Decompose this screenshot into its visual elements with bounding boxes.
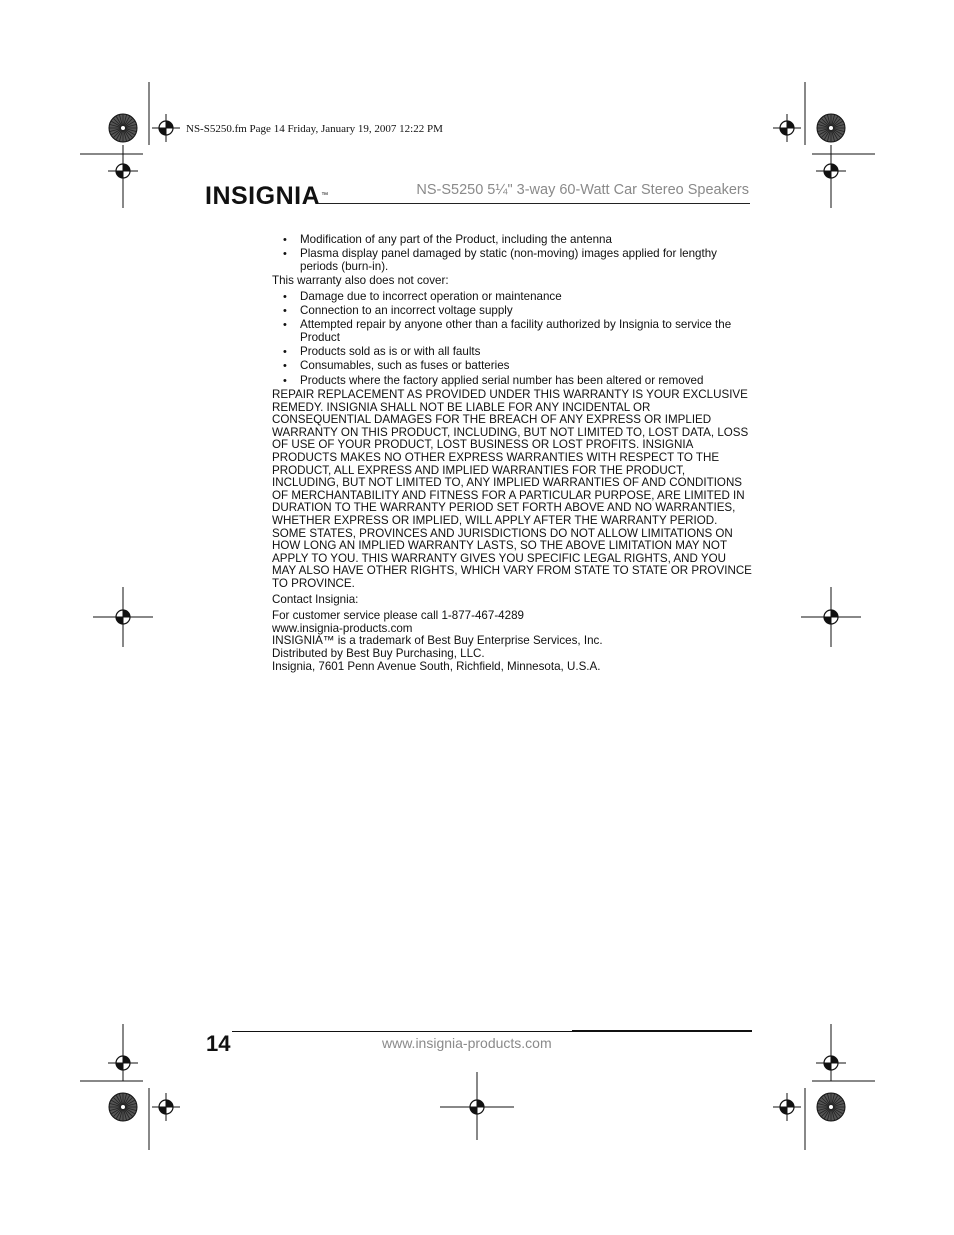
warranty-disclaimer: REPAIR REPLACEMENT AS PROVIDED UNDER THIS WARRANTY IS YOUR EXCLUSIVE REMEDY. INSIGNIA SHALL NOT BE LIABLE FOR ANY INCIDENTAL OR CONSEQUENTIAL DAMAGES FOR THE BREACH OF ANY EXPRESS OR IMPLIED WARRANTY ON THIS PRODUCT, INCLUDING, BUT NOT LIMITED TO, LOST DATA, LOSS OF USE OF YOUR PRODUCT, LOST BUSINESS OR LOST PROFITS. INSIGNIA PRODUCTS MAKES NO OTHER EXPRESS WARRANTIES WITH RESPECT TO THE PRODUCT, ALL EXPRESS AND IMPLIED WARRANTIES FOR THE PRODUCT, INCLUDING, BUT NOT LIMITED TO, ANY IMPLIED WARRANTIES OF AND CONDITIONS OF MERCHANTABILITY AND FITNESS FOR A PARTICULAR PURPOSE, ARE LIMITED IN DURATION TO THE WARRANTY PERIOD SET FORTH ABOVE AND NO WARRANTIES, WHETHER EXPRESS OR IMPLIED, WILL APPLY AFTER THE WARRANTY PERIOD. SOME STATES, PROVINCES AND JURISDICTIONS DO NOT ALLOW LIMITATIONS ON HOW LONG AN IMPLIED WARRANTY LASTS, SO THE ABOVE LIMITATION MAY NOT APPLY TO YOU. THIS WARRANTY GIVES YOU SPECIFIC LEGAL RIGHTS, AND YOU MAY ALSO HAVE OTHER RIGHTS, WHICH VARY FROM STATE TO STATE OR PROVINCE TO PROVINCE. xyxy=(272,388,752,590)
list-item: • Connection to an incorrect voltage supply xyxy=(283,304,513,318)
list-item: • Modification of any part of the Product, including the antenna xyxy=(283,233,612,246)
list-item: • Products where the factory applied serial number has been altered or removed xyxy=(283,373,704,387)
registration-quadrant xyxy=(116,1063,123,1070)
footer-rule xyxy=(232,1031,572,1032)
registration-quadrant xyxy=(166,1100,173,1107)
star-center xyxy=(121,126,125,130)
bullet-icon: • xyxy=(283,346,287,359)
footer-rule-thick xyxy=(572,1030,752,1032)
registration-quadrant xyxy=(123,164,130,171)
contact-block xyxy=(272,610,752,673)
registration-quadrant xyxy=(116,171,123,178)
registration-quadrant xyxy=(824,617,831,624)
bullet-icon: • xyxy=(283,360,287,373)
registration-quadrant xyxy=(787,121,794,128)
star-center xyxy=(829,1105,833,1109)
registration-quadrant xyxy=(780,1107,787,1114)
website-line: www.insignia-products.com xyxy=(272,621,413,635)
header-rule xyxy=(318,203,750,204)
list-item: • Products sold as is or with all faults xyxy=(283,345,481,359)
star-center xyxy=(829,126,833,130)
bullet-icon: • xyxy=(283,290,287,303)
list-item: • Plasma display panel damaged by static (non-moving) images applied for lengthy periods (burn-in). xyxy=(283,247,717,273)
exclusions-list-top xyxy=(272,234,752,273)
registration-quadrant xyxy=(166,121,173,128)
customer-service-line: For customer service please call 1-877-467-4289 xyxy=(272,609,524,623)
registration-quadrant xyxy=(123,610,130,617)
contact-heading: Contact Insignia: xyxy=(272,592,359,606)
brand-name: INSIGNIA xyxy=(205,182,321,210)
also-not-cover-text: This warranty also does not cover: xyxy=(272,274,449,288)
registration-quadrant xyxy=(780,128,787,135)
footer-url: www.insignia-products.com xyxy=(382,1035,552,1051)
page-content xyxy=(272,234,752,673)
star-center xyxy=(121,1105,125,1109)
file-slug-line: NS-S5250.fm Page 14 Friday, January 19, 2007 12:22 PM xyxy=(186,123,443,135)
bullet-icon: • xyxy=(283,234,287,246)
brand-trademark: ™ xyxy=(321,192,329,199)
registration-quadrant xyxy=(824,1063,831,1070)
header-title: NS-S5250 5¼" 3-way 60-Watt Car Stereo Speakers xyxy=(416,182,749,198)
registration-quadrant xyxy=(159,1107,166,1114)
address-line: Insignia, 7601 Penn Avenue South, Richfield, Minnesota, U.S.A. xyxy=(272,659,601,673)
list-item: • Consumables, such as fuses or batteries xyxy=(283,359,510,373)
bullet-icon: • xyxy=(283,374,287,387)
bullet-icon: • xyxy=(283,319,287,332)
distributor-line: Distributed by Best Buy Purchasing, LLC. xyxy=(272,646,485,660)
registration-quadrant xyxy=(831,610,838,617)
bullet-icon: • xyxy=(283,305,287,318)
registration-quadrant xyxy=(787,1100,794,1107)
registration-quadrant xyxy=(116,617,123,624)
page-number: 14 xyxy=(206,1031,231,1056)
insignia-logo xyxy=(205,182,329,210)
registration-quadrant xyxy=(159,128,166,135)
list-item: • Attempted repair by anyone other than a facility authorized by Insignia to service the Product xyxy=(283,318,732,344)
exclusions-list-second xyxy=(272,291,752,387)
registration-quadrant xyxy=(477,1100,484,1107)
registration-quadrant xyxy=(824,171,831,178)
registration-quadrant xyxy=(831,1056,838,1063)
list-item: • Damage due to incorrect operation or maintenance xyxy=(283,289,562,303)
trademark-line: INSIGNIA™ is a trademark of Best Buy Enterprise Services, Inc. xyxy=(272,634,603,648)
registration-quadrant xyxy=(470,1107,477,1114)
bullet-icon: • xyxy=(283,248,287,261)
registration-quadrant xyxy=(123,1056,130,1063)
registration-quadrant xyxy=(831,164,838,171)
